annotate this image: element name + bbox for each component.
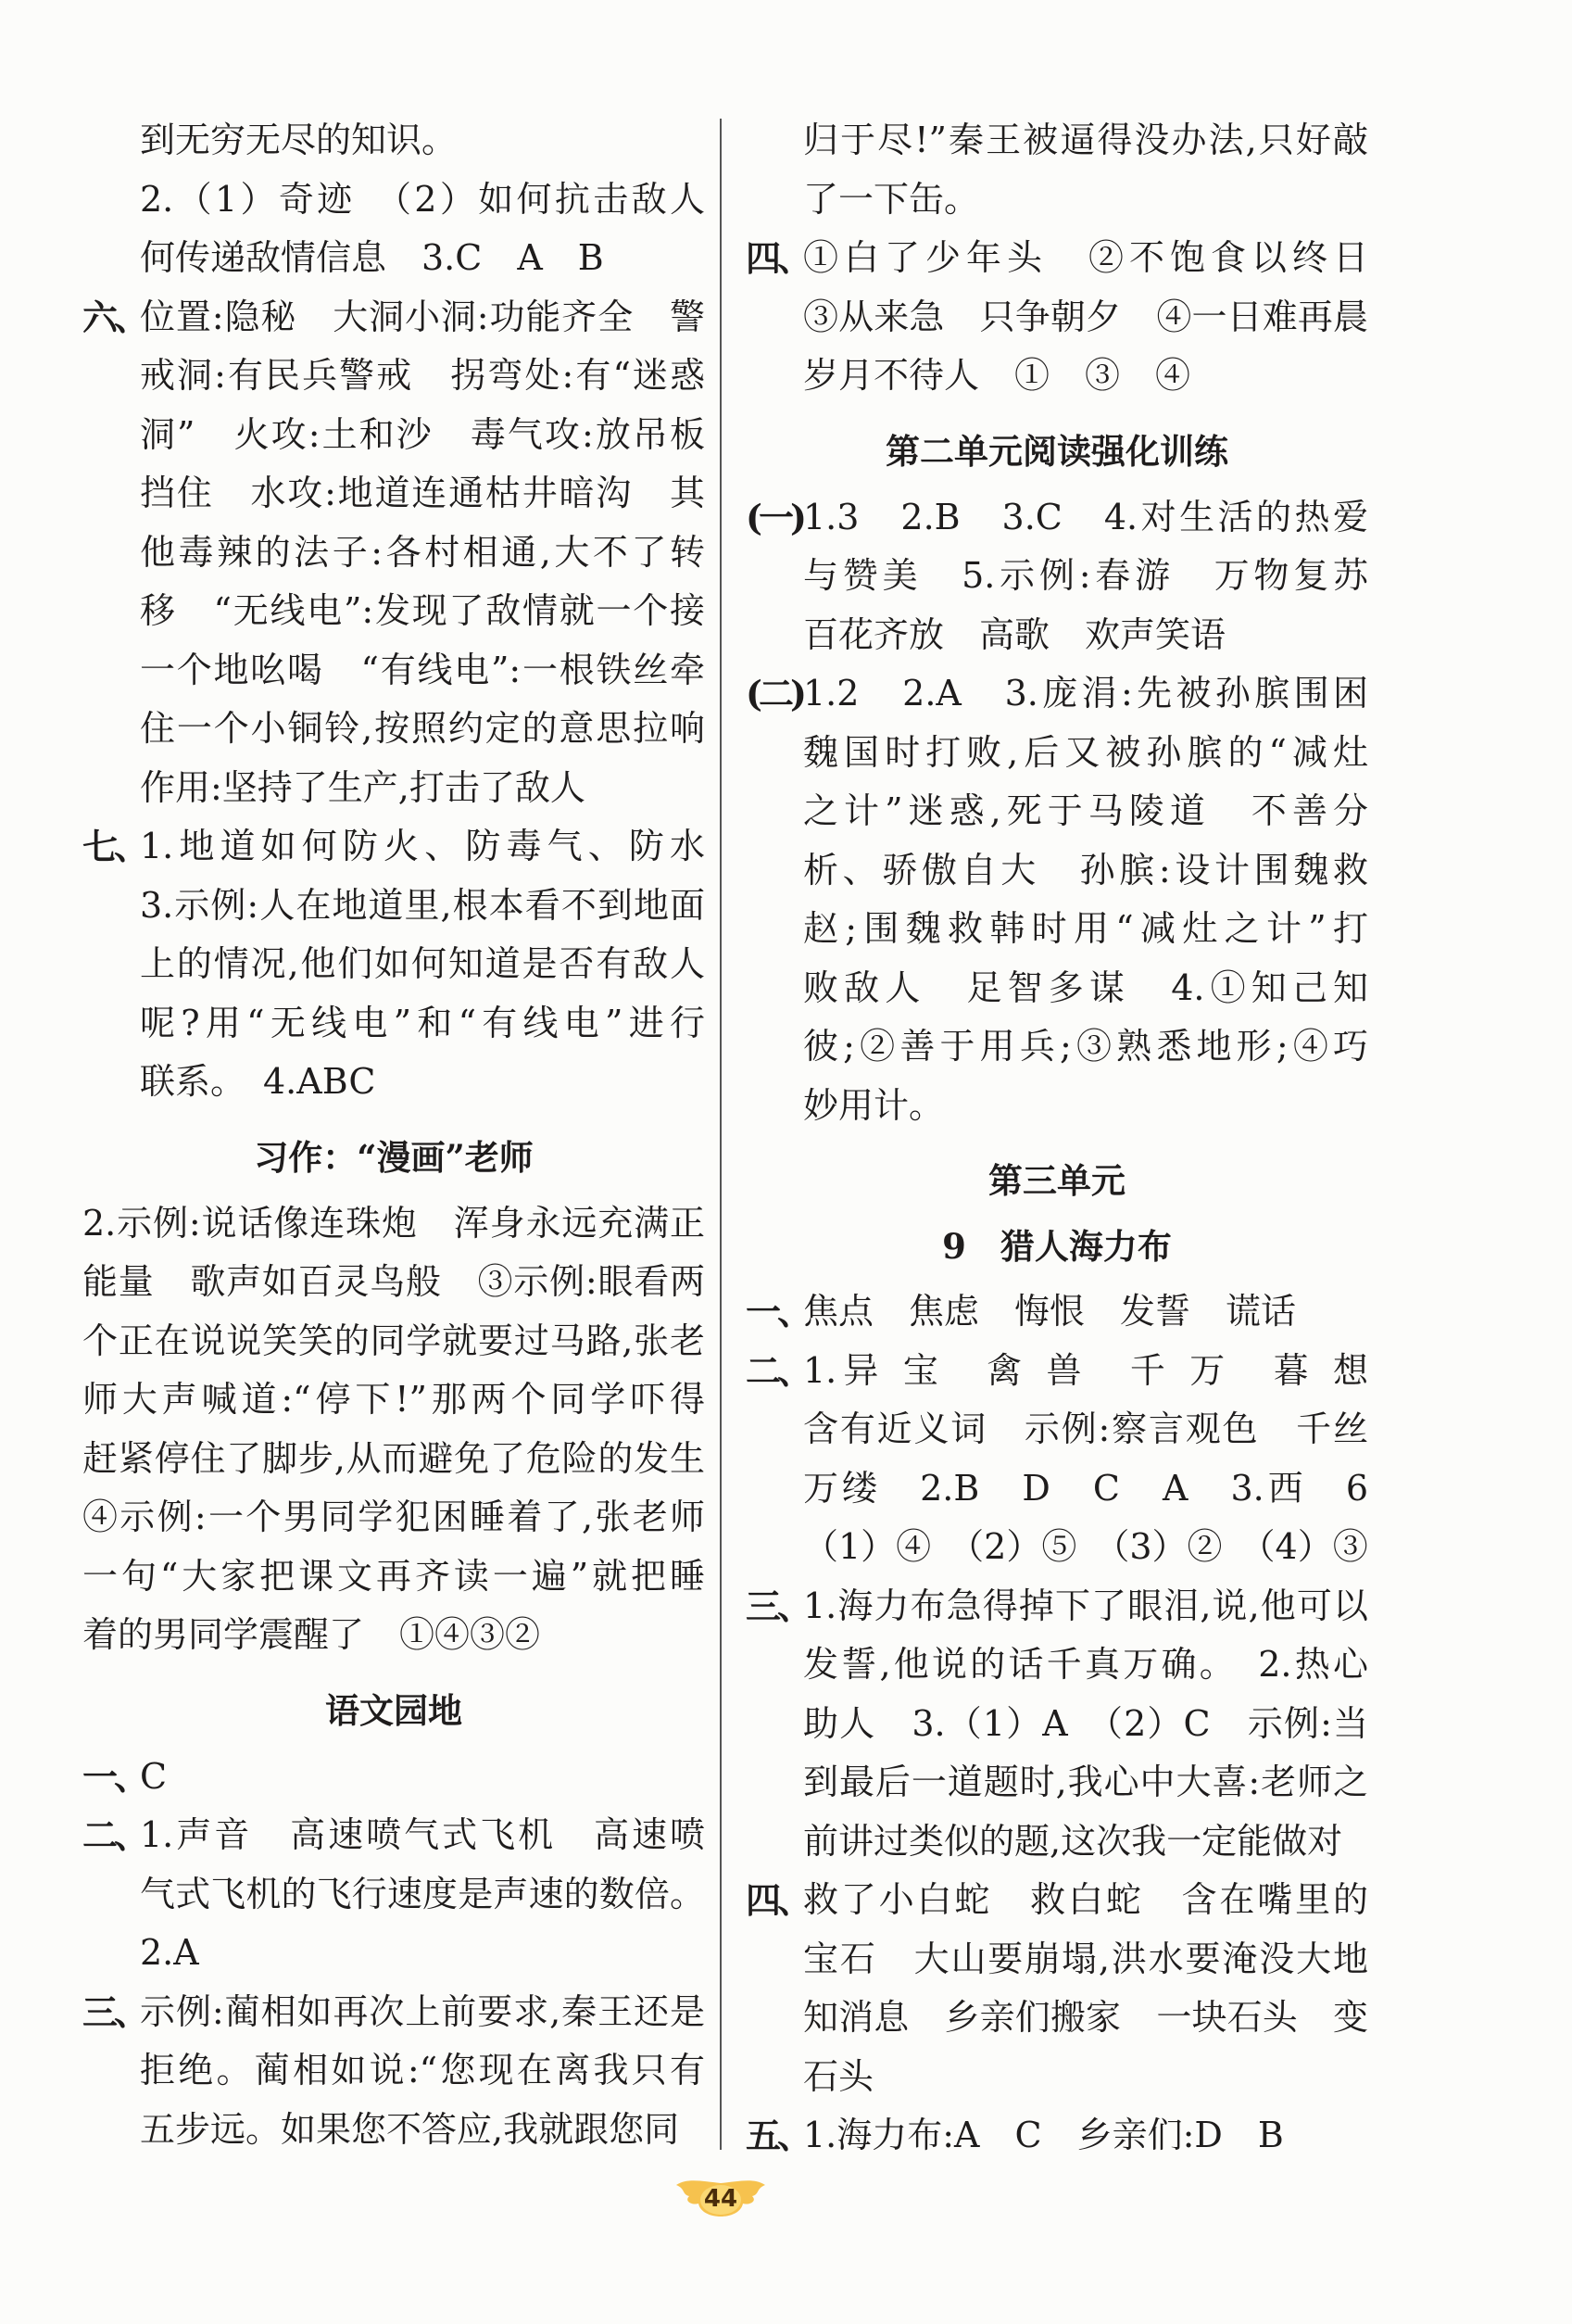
answer-item [746,1871,1368,2106]
item-label: 四、 [746,237,810,279]
answer-line: 1.海力布急得掉下了眼泪,说,他可以 [803,1585,1368,1626]
answer-line: 发誓,他说的话千真万确。 2.热心 [803,1644,1368,1685]
section-heading: 9 猎人海力布 [942,1226,1172,1267]
answer-line: 1.地道如何防火、防毒气、防水 [140,826,705,866]
page-number-badge [674,2176,767,2222]
answer-line: 1.声音 高速喷气式飞机 高速喷 [140,1814,705,1855]
answer-line: 妙用计。 [803,1084,945,1126]
answer-line: 一句“大家把课文再齐读一遍”就把睡 [82,1555,705,1597]
item-label: 六、 [82,296,146,338]
answer-line: 移 “无线电”:发现了敌情就一个接 [140,590,705,631]
answer-line: 焦点 焦虑 悔恨 发誓 谎话 [803,1291,1297,1332]
answer-line: 联系。 4.ABC [140,1061,376,1102]
right-column [746,111,1368,2166]
answer-item [746,229,1368,406]
answer-line: 呢?用“无线电”和“有线电”进行 [140,1002,705,1043]
answer-line: 之计”迷惑,死于马陵道 不善分 [803,790,1368,831]
answer-line: 百花齐放 高歌 欢声笑语 [803,613,1226,655]
answer-line: 何传递敌情信息 3.C A B [140,237,604,278]
answer-line: 2.示例:说话像连珠炮 浑身永远充满正 [82,1202,705,1244]
answer-line: 到无穷无尽的知识。 [140,120,458,160]
answer-line: 救了小白蛇 救白蛇 含在嘴里的 [803,1879,1368,1920]
answer-line: 助人 3.（1）A （2）C 示例:当 [803,1702,1368,1744]
answer-line: ③从来急 只争朝夕 ④一日难再晨 [803,296,1368,337]
answer-line: 拒绝。蔺相如说:“您现在离我只有 [140,2050,705,2090]
answer-line: ④示例:一个男同学犯困睡着了,张老师 [82,1497,705,1537]
answer-line: 1.3 2.B 3.C 4.对生活的热爱 [803,496,1368,537]
answer-line: 前讲过类似的题,这次我一定能做对 [803,1820,1343,1862]
answer-line: 戒洞:有民兵警戒 拐弯处:有“迷惑 [140,355,705,396]
answer-item [746,1282,1368,1342]
answer-line: 岁月不待人 ① ③ ④ [803,355,1191,396]
answer-line: 个正在说说笑笑的同学就要过马路,张老 [82,1320,705,1361]
answer-line: 他毒辣的法子:各村相通,大不了转 [140,531,705,573]
answer-line: 赵;围魏救韩时用“减灶之计”打 [803,908,1368,949]
section-heading: 语文园地 [325,1689,462,1731]
answer-line: 彼;②善于用兵;③熟悉地形;④巧 [803,1026,1368,1067]
item-label: 七、 [82,826,146,867]
item-label: (二) [746,673,803,714]
answer-line: 五步远。如果您不答应,我就跟您同 [140,2108,680,2150]
section-heading: 习作：“漫画”老师 [254,1136,534,1178]
answer-line: 到最后一道题时,我心中大喜:老师之 [803,1762,1368,1802]
answer-line: 与赞美 5.示例:春游 万物复苏 [803,555,1368,596]
answer-line: 含有近义词 示例:察言观色 千丝 [803,1408,1368,1449]
answer-line: 一个地吆喝 “有线电”:一根铁丝牵 [140,649,705,690]
answer-line: 气式飞机的飞行速度是声速的数倍。 [140,1873,705,1914]
item-label: 五、 [746,2115,810,2156]
item-label: 三、 [746,1585,810,1627]
section-heading: 第三单元 [988,1160,1126,1201]
answer-item [82,1806,705,1983]
answer-line: ①白了少年头 ②不饱食以终日 [803,237,1368,278]
answer-line: 析、骄傲自大 孙膑:设计围魏救 [803,849,1368,890]
answer-item [746,1577,1368,1872]
answer-line: 败敌人 足智多谋 4.①知己知 [803,966,1368,1008]
answer-line: 挡住 水攻:地道连通枯井暗沟 其 [140,473,705,513]
answer-line: （1）④ （2）⑤ （3）② （4）③ [803,1526,1368,1567]
section-heading: 第二单元阅读强化训练 [886,430,1228,472]
item-label: 一、 [746,1291,810,1333]
answer-line: 示例:蔺相如再次上前要求,秦王还是 [140,1990,705,2032]
item-label: 三、 [82,1990,146,2033]
answer-line: 2.（1）奇迹 （2）如何抗击敌人 [140,178,705,220]
answer-item [746,2106,1368,2166]
answer-item [82,1983,705,2160]
answer-line: 能量 歌声如百灵鸟般 ③示例:眼看两 [82,1261,705,1302]
answer-line: 作用:坚持了生产,打击了敌人 [140,766,585,808]
answer-line: 1.2 2.A 3.庞涓:先被孙膑围困 [803,673,1368,714]
item-label: 四、 [746,1879,810,1921]
answer-item [82,1748,705,1807]
answer-item [746,664,1368,1135]
column-divider [720,119,722,2150]
answer-line: 魏国时打败,后又被孙膑的“减灶 [803,731,1368,773]
answer-item [746,488,1368,665]
item-label: 一、 [82,1755,146,1798]
answer-line: 万缕 2.B D C A 3.西 6 [803,1467,1368,1509]
answer-item [82,288,705,818]
answer-line: 着的男同学震醒了 ①④③② [82,1614,541,1655]
answer-line: 1.异 宝 禽 兽 千 万 暮 想 [803,1349,1368,1391]
answer-line: 位置:隐秘 大洞小洞:功能齐全 警 [140,296,705,337]
answer-line: 知消息 乡亲们搬家 一块石头 变 [803,1997,1368,2038]
answer-line: 1.海力布:A C 乡亲们:D B [803,2115,1284,2155]
item-label: 二、 [746,1349,810,1392]
item-label: 二、 [82,1814,146,1856]
answer-line: 归于尽!”秦王被逼得没办法,只好敲 [803,120,1368,160]
answer-line: 了一下缶。 [803,178,980,220]
item-label: (一) [746,496,803,538]
answer-line: 2.A [140,1932,199,1973]
answer-paragraph [82,1194,705,1665]
answer-item [82,111,705,288]
left-column [82,111,705,2159]
answer-line: 3.示例:人在地道里,根本看不到地面 [140,884,705,926]
answer-line: 住一个小铜铃,按照约定的意思拉响 [140,708,705,749]
answer-line: 宝石 大山要崩塌,洪水要淹没大地 [803,1938,1368,1979]
answer-line: 石头 [803,2055,874,2097]
answer-item [82,817,705,1112]
answer-line: 洞” 火攻:土和沙 毒气攻:放吊板 [140,413,705,455]
answer-item [746,111,1368,229]
answer-line: 赶紧停住了脚步,从而避免了危险的发生 [82,1437,705,1479]
answer-item [746,1342,1368,1577]
answer-line: 师大声喊道:“停下!”那两个同学吓得 [82,1379,705,1420]
answer-line: C [140,1755,168,1797]
answer-line: 上的情况,他们如何知道是否有敌人 [140,943,705,984]
page-number: 44 [703,2185,738,2213]
